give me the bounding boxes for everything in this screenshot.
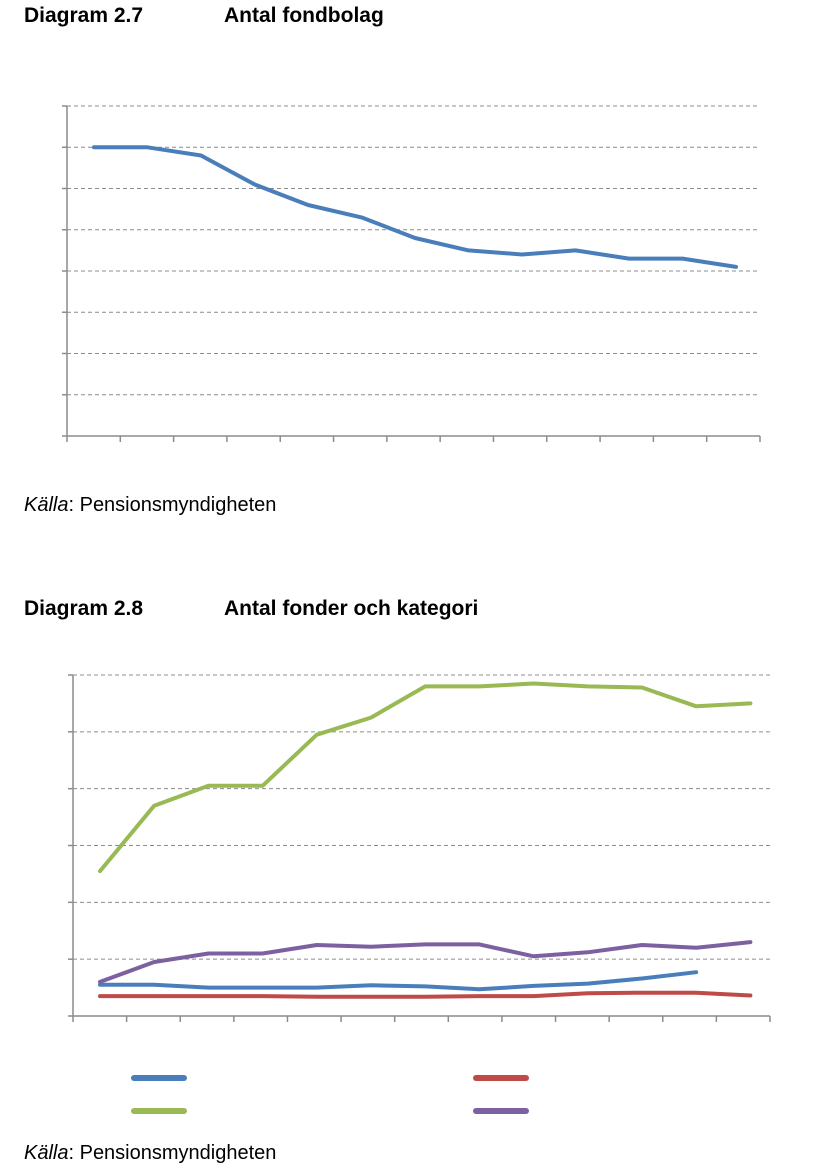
chart1-title: Antal fondbolag [224, 4, 384, 27]
chart2-series-3-line [100, 684, 750, 872]
chart1-source-label: Källa [24, 494, 69, 516]
chart2-title: Antal fonder och kategori [224, 597, 479, 620]
chart2-source-label: Källa [24, 1142, 69, 1164]
chart2-number: Diagram 2.8 [24, 597, 144, 620]
legend-swatch-series-1 [131, 1075, 187, 1081]
chart2-series-1-line [100, 972, 696, 989]
legend-swatch-series-3 [131, 1108, 187, 1114]
chart1-source-text: : Pensionsmyndigheten [68, 494, 277, 516]
chart1-number: Diagram 2.7 [24, 4, 144, 27]
legend-swatch-series-2 [473, 1075, 529, 1081]
chart2-series-2-line [100, 993, 750, 997]
legend-swatch-series-4 [473, 1108, 529, 1114]
chart2-source [24, 1142, 276, 1165]
chart2-source-text: : Pensionsmyndigheten [68, 1142, 277, 1164]
